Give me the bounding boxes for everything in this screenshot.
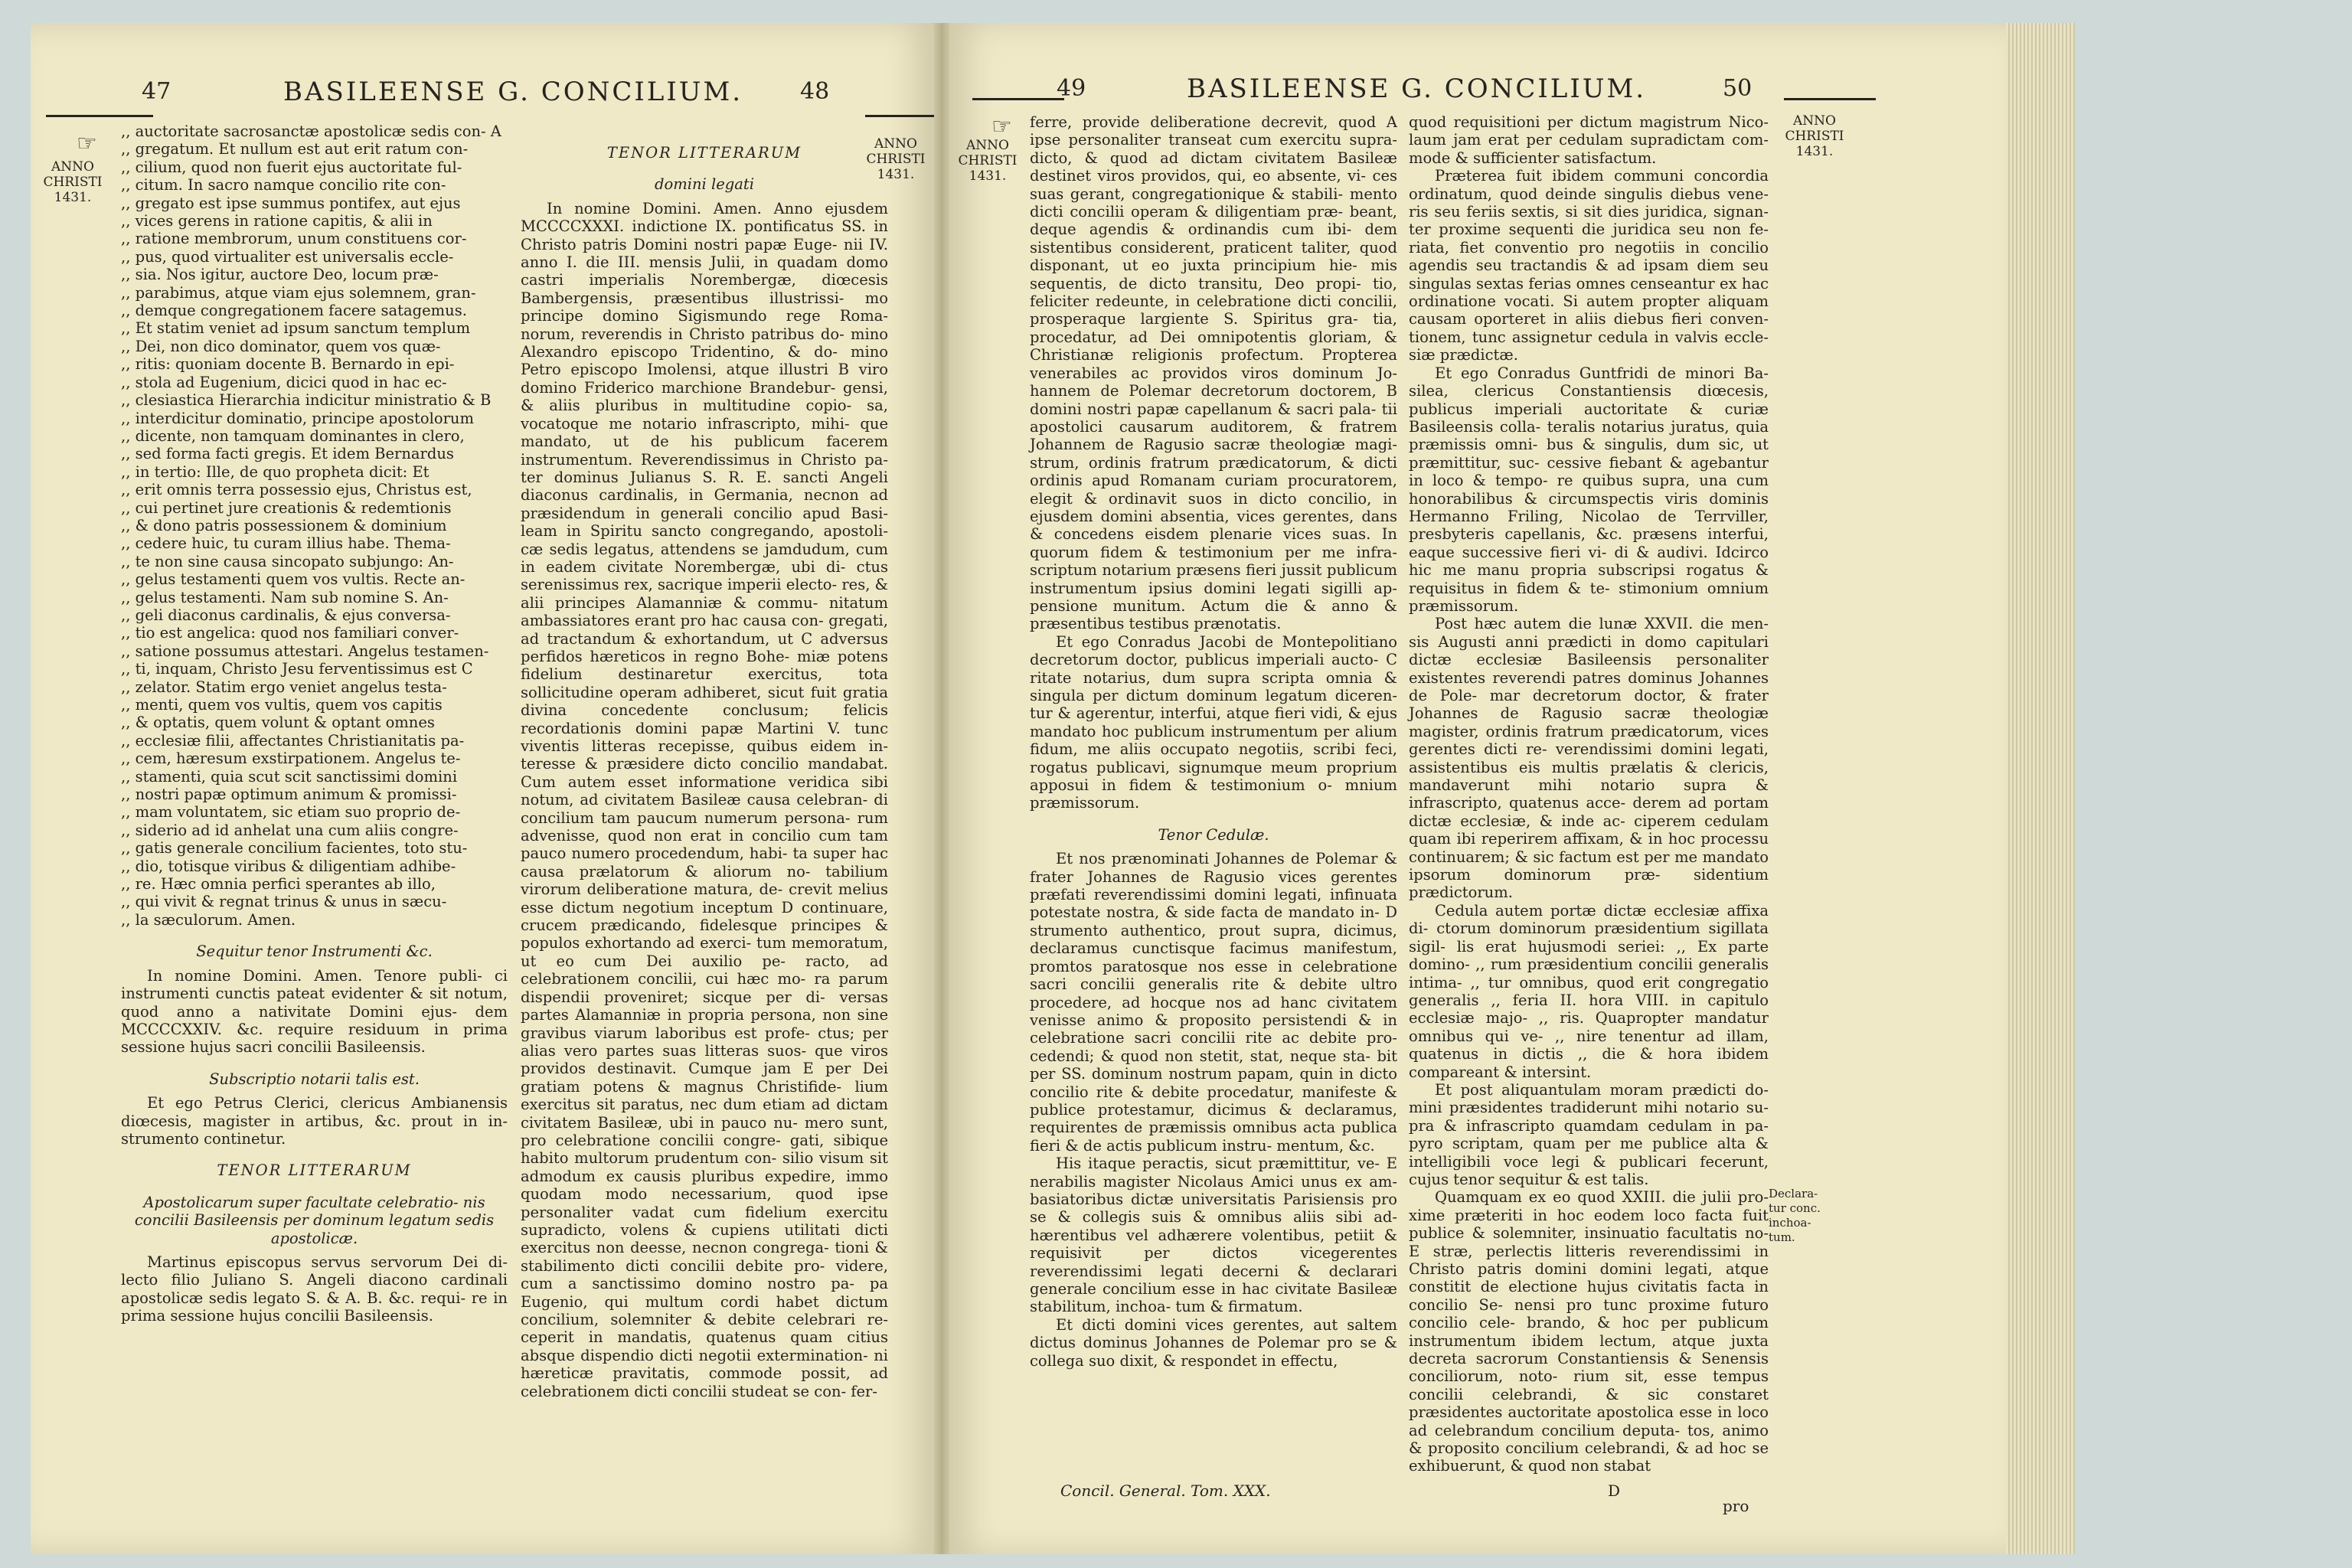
page-number: 49 — [1057, 75, 1086, 102]
paragraph: His itaque peractis, sicut præmittitur, ve- E nerabilis magister Nicolaus Amici unus ex am- basiatoribus dictæ universitatis Parisiensis pro se & collegis suis & omnibus aliis sibi ad- hærentibus vel adhærere volentibus, petiit & requisivit per dictos vicegerentes reverendissimi legati decerni & declarari generale concilium esse in hac civitate Basileæ stabilitum, inchoa- tum & firmatum. — [1030, 1155, 1397, 1316]
paragraph: Præterea fuit ibidem communi concordia ordinatum, quod deinde singulis diebus vene- ris seu feriis sextis, si sit dies juridica, signan- ter proxime sequenti die juridica seu non fe- riata, fiet conventio pro negotiis in concilio agendis seu tractandis & ad ipsam diem seu singulas sextas ferias omnes censeantur ex hac ordinatione vocati. Si autem propter aliquam causam oporteret in aliis diebus fieri conven- tionem, tunc assignetur cedula in valvis eccle- siæ prædictæ. — [1409, 167, 1769, 364]
pointing-hand-icon: ☞ — [77, 130, 97, 157]
right-page — [949, 23, 2006, 1554]
paragraph: Et nos prænominati Johannes de Polemar & frater Johannes de Ragusio vices gerentes præfati reverendissimi domini legati, infinuata potestate nostra, & side facta de mandato in- D strumento authentico, prout supra, dicimus, declaramus cunctisque facimus manifestum, promtos paratosque nos esse in celebratione sacri concilii generalis rite & debite ultro procedere, ad hocque nos ad hanc civitatem venisse animo & proposito persistendi & in celebratione sacri concilii rite ac debite pro- cedendi; & quod non stetit, stat, neque sta- bit per SS. dominum nostrum papam, quin in dicto concilio rite & debite procedatur, manifeste & publice protestamur, dicimus & declaramus, requirentes de præmissis omnibus acta publica fieri & de actis publicum instru- mentum, &c. — [1030, 850, 1397, 1155]
signature-mark: D — [1608, 1481, 1621, 1500]
paragraph: Et ego Conradus Guntfridi de minori Ba- silea, clericus Constantiensis diœcesis, publicus imperiali auctoritate & curiæ Basileensis colla- teralis notarius juratus, quia præmissis omni- bus & singulis, dum sic, ut præmittitur, suc- cessive fiebant & agebantur in loco & tempo- re quibus supra, una cum honorabilibus & circumspectis viris dominis Hermanno Friling, Nicolao de Terrviller, presbyteris capellanis, &c. præsens interfui, eaque successive fieri vi- di & audivi. Idcirco hic me manu propria subscripsi rogatus & requisitus in fidem & te- stimonium omnium præmissorum. — [1409, 364, 1769, 615]
page-number: 48 — [800, 78, 830, 105]
paragraph: Et ego Conradus Jacobi de Montepolitiano decretorum doctor, publicus imperiali aucto- C ritate notarius, dum supra scripta omnia & singula per dictum dominum legatum diceren- tur & agerentur, interfui, atque fieri vidi, & ejus mandato hoc publicum instrumentum per alium fidum, me aliis occupato negotiis, scribi feci, rogatus publicavi, signumque meum proprium apposui in fidem & testimonium o- mnium præmissorum. — [1030, 632, 1397, 812]
paragraph: quod requisitioni per dictum magistrum Nico- laum jam erat per cedulam supradictam com- mode & sufficienter satisfactum. — [1409, 113, 1769, 167]
pointing-hand-icon: ☞ — [991, 113, 1012, 140]
declaration-side-note: Declara- tur conc. inchoa- tum. — [1769, 1187, 1821, 1244]
section-heading: TENOR LITTERARUM — [217, 1161, 412, 1180]
page-number: 47 — [142, 78, 172, 105]
left-page — [31, 23, 934, 1554]
paragraph: Et ego Petrus Clerici, clericus Ambianensis diœcesis, magister in artibus, &c. prout in in- strumento continetur. — [121, 1094, 508, 1148]
page-edges — [2006, 23, 2075, 1554]
paragraph: ferre, provide deliberatione decrevit, quod A ipse personaliter transeat cum exercitu supra- dicto, & quod ad dictam civitatem Basileæ destinet viros providos, qui, eo absente, vi- ces suas gerant, congregationique & stabili- mento dicti concilii operam & diligentiam præ- beant, deque agendis & ordinandis cum ibi- dem sistentibus considerent, praticent taliter, quod disponant, ut eo juxta principium hie- mis sequentis, de dicto transitu, Deo propi- tio, feliciter redeunte, in celebratione dicti concilii, prosperaque largiente S. Spiritus gra- tia, procedatur, ad Dei omnipotentis gloriam, & Christianæ religionis profectum. Propterea venerabiles ac providos viros dominum Jo- hannem de Polemar decretorum doctorem, B domini nostri papæ capellanum & sacri pala- tii apostolici causarum auditorem, & fratrem Johannem de Ragusio sacræ theologiæ magi- strum, ordinis fratrum prædicatorum, & dicti ordinis apud Romanam curiam procuratorem, elegit & ordinavit suos in dicto concilio, in ejusdem domini absentia, vices gerentes, dans & concedens eisdem plenarie vices suas. In quorum fidem & testimonium per me infra- scriptum notarium præsens fieri jussit publicum instrumentum ipsius domini legati sigilli ap- pensione munitum. Actum die & anno & præsentibus testibus prænotatis. — [1030, 113, 1397, 633]
paragraph: Quamquam ex eo quod XXIII. die julii pro- xime præteriti in hoc eodem loco facta fuit publice & solemniter, insinuatio facultatis no- E stræ, perlectis litteris reverendissimi in Christo patris domini domini legati, atque constitit de electione hujus civitatis facta in concilio Se- nensi pro tunc proxime futuro concilio cele- brando, & hoc per publicum instrumentum ibidem lectum, atque juxta decreta sacrorum Constantiensis & Senensis conciliorum, noto- rium sit, esse tempus concilii celebrandi, & sic constaret præsidentes auctoritate apostolica esse in loco ad celebrandum concilium deputa- tos, animo & proposito concilium celebrandi, & ad hoc se exhibuerunt, & quod non stabat — [1409, 1188, 1769, 1475]
volume-footer: Concil. General. Tom. XXX. — [1060, 1481, 1271, 1500]
running-head: BASILEENSE G. CONCILIUM. — [283, 77, 743, 107]
header-rule-left — [46, 115, 153, 117]
anno-margin-note: ANNO CHRISTI 1431. — [958, 138, 1018, 184]
section-subheading: Apostolicarum super facultate celebratio- nis concilii Basileensis per dominum legatum sedis apostolicæ. — [134, 1193, 495, 1247]
paragraph: Et post aliquantulam moram prædicti do- mini præsidentes tradiderunt mihi notario su- pra & infrascripto quamdam cedulam in pa- pyro scriptam, quam per me publice alta & intelligibili voce legi & publicari fecerunt, cujus tenor sequitur & est talis. — [1409, 1080, 1769, 1188]
paragraph: Post hæc autem die lunæ XXVII. die men- sis Augusti anni prædicti in domo capitulari dictæ ecclesiæ Basileensis personaliter existentes reverendi patres dominus Johannes de Pole- mar decretorum doctor, & frater Johannes de Ragusio sacræ theologiæ magister, ordinis fratrum prædicatorum, vices gerentes dicti re- verendissimi domini legati, assistentibus eis multis prælatis & clericis, mandaverunt mihi notario supra & infrascripto, quatenus acce- derem ad portam dictæ ecclesiæ, & inde ac- ciperem cedulam quam ibi reperirem affixam, & in hoc processu continuarem; & sic factum est per me mandato ipsorum dominorum præ- sidentium prædictorum. — [1409, 615, 1769, 902]
header-rule-right — [865, 115, 934, 117]
page-number: 50 — [1723, 75, 1753, 102]
header-rule-right — [1784, 98, 1876, 100]
section-heading: Sequitur tenor Instrumenti &c. — [196, 942, 433, 961]
running-head: BASILEENSE G. CONCILIUM. — [1187, 74, 1647, 104]
section-heading: TENOR LITTERARUM — [606, 144, 802, 162]
paragraph: Et dicti domini vices gerentes, aut saltem dictus dominus Johannes de Polemar pro se & collega suo dixit, & respondet in effectu, — [1030, 1315, 1397, 1370]
header-rule-left — [972, 98, 1064, 100]
section-heading: Subscriptio notarii talis est. — [209, 1070, 420, 1088]
text-column-left — [1030, 113, 1397, 1370]
anno-margin-note: ANNO CHRISTI 1431. — [866, 136, 926, 182]
text-column-right — [1409, 113, 1769, 1475]
paragraph: In nomine Domini. Amen. Tenore publi- ci instrumenti cunctis pateat evidenter & sit notum, quod anno a nativitate Domini ejus- dem MCCCCXXIV. &c. require residuum in prima sessione hujus sacri concilii Basileensis. — [121, 966, 508, 1057]
anno-margin-note: ANNO CHRISTI 1431. — [1785, 113, 1844, 159]
section-heading: Tenor Cedulæ. — [1158, 825, 1269, 844]
paragraph: Martinus episcopus servus servorum Dei di- lecto filio Juliano S. Angeli diacono cardinali apostolicæ sedis legato S. & A. B. &c. requi- re in prima sessione hujus concilii Basileensis. — [121, 1253, 508, 1325]
section-subheading: domini legati — [655, 175, 754, 194]
catchword: pro — [1723, 1497, 1749, 1515]
text-column-left — [121, 122, 508, 1325]
paragraph: Cedula autem portæ dictæ ecclesiæ affixa di- ctorum dominorum præsidentium sigillata sigil- lis erat hujusmodi seriei: ,, Ex parte domino- ,, rum præsidentium concilii generalis intima- ,, tur omnibus, quod erit congregatio generalis ,, feria II. hora VIII. in capitulo ecclesiæ majo- ,, ris. Quapropter mandatur omnibus qui ve- ,, nire tenentur ad illam, quatenus in dictis ,, die & hora ibidem compareant & intersint. — [1409, 901, 1769, 1081]
anno-margin-note: ANNO CHRISTI 1431. — [43, 159, 103, 205]
quoted-sermon-text: ,, auctoritate sacrosanctæ apostolicæ sedis con- A ,, gregatum. Et nullum est aut erit ratum con- ,, cilium, quod non fuerit ejus auctoritate ful- ,, citum. In sacro namque concilio rite con- ,, gregato est ipse summus pontifex, aut ejus ,, vices gerens in ratione capitis, & alii in ,, ratione membrorum, unum constituens cor- ,, pus, quod virtualiter est universalis eccle- ,, sia. Nos igitur, auctore Deo, locum præ- ,, parabimus, atque viam ejus solemnem, gran- ,, demque congregationem facere satagemus. ,, Et statim veniet ad ipsum sanctum templum ,, Dei, non dico dominator, quem vos quæ- ,, ritis: quoniam docente B. Bernardo in epi- ,, stola ad Eugenium, dicici quod in hac ec- ,, clesiastica Hierarchia indicitur ministratio & B ,, interdicitur dominatio, principe apostolorum ,, dicente, non tamquam dominantes in clero, ,, sed forma facti gregis. Et idem Bernardus ,, in tertio: Ille, de quo propheta dicit: Et ,, erit omnis terra possessio ejus, Christus est, ,, cui pertinet jure creationis & redemtionis ,, & dono patris possessionem & dominium ,, cedere huic, tu curam illius habe. Thema- ,, te non sine causa sincopato subjungo: An- ,, gelus testamenti quem vos vultis. Recte an- ,, gelus testamenti. Nam sub nomine S. An- ,, geli diaconus cardinalis, & ejus conversa- ,, tio est angelica: quod nos familiari conver- ,, satione possumus attestari. Angelus testamen- ,, ti, inquam, Christo Jesu ferventissimus est C ,, zelator. Statim ergo veniet angelus testa- ,, menti, quem vos vultis, quem vos capitis ,, & optatis, quem volunt & optant omnes ,, ecclesiæ filii, affectantes Christianitatis pa- ,, cem, hæresum exstirpationem. Angelus te- ,, stamenti, quia scut scit sanctissimi domini ,, nostri papæ optimum animum & promissi- ,, mam voluntatem, sic etiam suo proprio de- ,, siderio ad id anhelat una cum aliis congre- ,, gatis generale concilium facientes, toto stu- ,, dio, totisque viribus & diligentiam adhibe- ,, re. Hæc omnia perfici sperantes ab illo, ,, qui vivit & regnat trinus & unus in sæcu- ,, la sæculorum. Amen. — [121, 122, 501, 929]
paragraph: In nomine Domini. Amen. Anno ejusdem MCCCCXXXI. indictione IX. pontificatus SS. in Christo patris Domini nostri papæ Euge- nii IV. anno I. die III. mensis Julii, in quadam domo castri imperialis Norembergæ, diœcesis Bambergensis, præsentibus illustrissi- mo principe domino Sigismundo rege Roma- norum, reverendis in Christo patribus do- mino Alexandro episcopo Tridentino, & do- mino Petro episcopo Imolensi, atque illustri B viro domino Friderico marchione Brandebur- gensi, & aliis pluribus in multitudine copio- sa, vocatoque me notario infrascripto, mihi- que mandato, ut de his publicum facerem instrumentum. Reverendissimus in Christo pa- ter dominus Julianus S. R. E. sancti Angeli diaconus cardinalis, in Germania, necnon ad præsidendum in generali concilio apud Basi- leam in Spiritu sancto congregando, apostoli- cæ sedis legatus, attendens se jamdudum, cum in eadem civitate Norembergæ, ubi di- ctus serenissimus rex, sacrique imperii electo- res, & alii principes Alamanniæ & commu- nitatum ambassiatores erant pro hac causa con- gregati, ad tractandum & exhortandum, ut C adversus perfidos hæreticos in regno Bohe- miæ potens fidelium destinaretur exercitus, tota sollicitudine operam adhiberet, sicut fuit gratia divina concedente conclusum; felicis recordationis domini papæ Martini V. tunc viventis litteras recepisse, quibus eidem in- teresse & præsidere dicto concilio mandabat. Cum autem esset informatione veridica sibi notum, ad civitatem Basileæ causa celebran- di concilium tam paucum numerum persona- rum advenisse, quod non erat in concilio cum tam pauco numero procedendum, habi- ta super hac causa prælatorum & aliorum no- tabilium virorum deliberatione matura, de- crevit melius esse dictum negotium inceptum D continuare, crucem prædicando, fidelesque principes & populos exhortando ad exerci- tum memoratum, ut eo cum Dei auxilio pe- racto, ad celebrationem concilii, cui hæc mo- ra parum dispendii proveniret; sicque per di- versas partes Alamanniæ in propria persona, non sine gravibus viarum laboribus est profe- ctus; per alias vero partes suas litteras suos- que viros providos destinavit. Cumque jam E per Dei gratiam potens & magnus Christifide- lium exercitus sit paratus, nec dum etiam ad dictam civitatem Basileæ, ubi in pauco nu- mero sunt, pro celebratione concilii congre- gati, sibique habito multorum prudentum con- silio visum sit admodum ex causis pluribus expedire, immo quodam modo necessarium, quod ipse personaliter vadat cum fidelium exercitu supradicto, volens & cupiens utilitati dicti exercitus non deesse, necnon congrega- tioni & stabilimento dicti concilii debite pro- videre, cum a sanctissimo domino nostro pa- pa Eugenio, qui multum cordi habet dictum concilium, solemniter & debite celebrari re- ceperit in mandatis, quatenus quam citius absque dispendio dicti negotii extermination- ni hæreticæ pravitatis, commode possit, ad celebrationem dicti concilii studeat se con- fer- — [521, 199, 888, 1400]
text-column-right — [521, 130, 888, 1400]
